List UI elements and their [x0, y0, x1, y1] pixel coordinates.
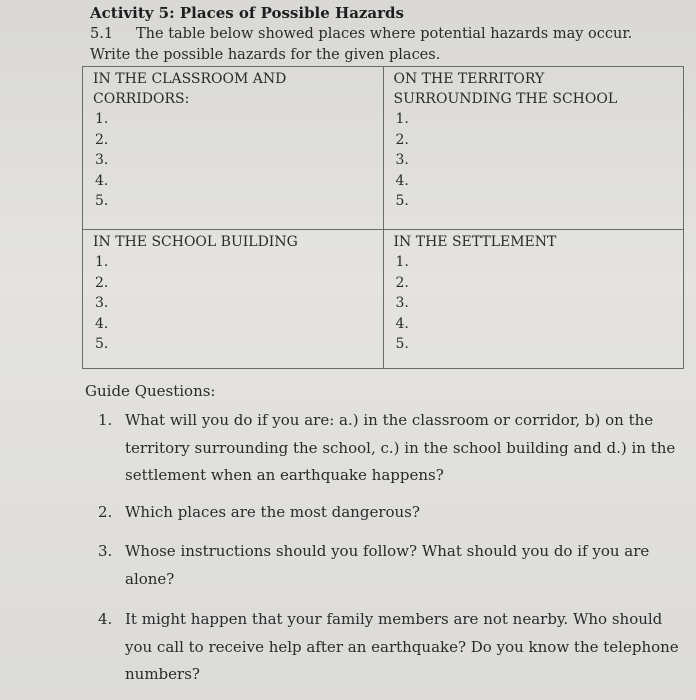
blank-item: 1. [95, 111, 109, 127]
cell-heading: IN THE CLASSROOM AND CORRIDORS: [93, 71, 287, 107]
intro-number: 5.1 [90, 26, 114, 42]
blank-item: 5. [95, 193, 109, 209]
blank-item: 2. [395, 131, 409, 148]
cell-settlement [383, 230, 684, 369]
blank-item: 5. [395, 193, 409, 209]
blank-item: 5. [395, 336, 409, 352]
numbered-blanks [93, 109, 383, 212]
cell-classroom [83, 67, 384, 230]
intro-line-1: The table below showed places where potential hazards may occur. [136, 26, 633, 42]
intro-line-2: Write the possible hazards for the given places. [90, 47, 441, 63]
numbered-blanks [394, 109, 684, 212]
cell-heading: ON THE TERRITORY SURROUNDING THE SCHOOL [393, 71, 618, 107]
cell-heading: IN THE SCHOOL BUILDING [93, 234, 298, 250]
cell-heading: IN THE SETTLEMENT [393, 234, 557, 250]
blank-item: 1. [95, 254, 109, 270]
blank-item: 3. [95, 152, 109, 168]
question-number: 4. [98, 610, 113, 628]
blank-item: 3. [395, 295, 409, 311]
blank-item: 1. [395, 254, 409, 270]
activity-title: Activity 5: Places of Possible Hazards [90, 4, 404, 22]
blank-item: 4. [395, 172, 409, 189]
question-text: Which places are the most dangerous? [125, 503, 420, 521]
blank-item: 2. [395, 274, 409, 291]
question-text: It might happen that your family members are not nearby. Who should you call to receive help after an earthquake? Do you know the telephone numbers? [125, 610, 679, 683]
blank-item: 3. [395, 152, 409, 168]
numbered-blanks [394, 252, 684, 355]
guide-heading: Guide Questions: [85, 382, 216, 400]
question-2 [98, 499, 683, 527]
question-1 [98, 407, 683, 490]
question-number: 3. [98, 542, 113, 560]
blank-item: 2. [95, 274, 109, 291]
blank-item: 4. [95, 315, 109, 332]
question-number: 2. [98, 503, 113, 521]
numbered-blanks [93, 252, 383, 355]
blank-item: 3. [95, 295, 109, 311]
hazards-table [82, 66, 684, 369]
blank-item: 5. [95, 336, 109, 352]
cell-school-building [83, 230, 384, 369]
question-number: 1. [98, 411, 113, 429]
blank-item: 2. [95, 131, 109, 148]
question-4 [98, 606, 683, 689]
blank-item: 1. [395, 111, 409, 127]
cell-territory [383, 67, 684, 230]
intro-text [90, 24, 660, 66]
question-3 [98, 538, 683, 593]
question-text: Whose instructions should you follow? What should you do if you are alone? [125, 542, 650, 588]
question-text: What will you do if you are: a.) in the classroom or corridor, b) on the territory surrounding the school, c.) in the school building and d.) in the settlement when an earthquake happens? [125, 411, 676, 484]
blank-item: 4. [395, 315, 409, 332]
blank-item: 4. [95, 172, 109, 189]
